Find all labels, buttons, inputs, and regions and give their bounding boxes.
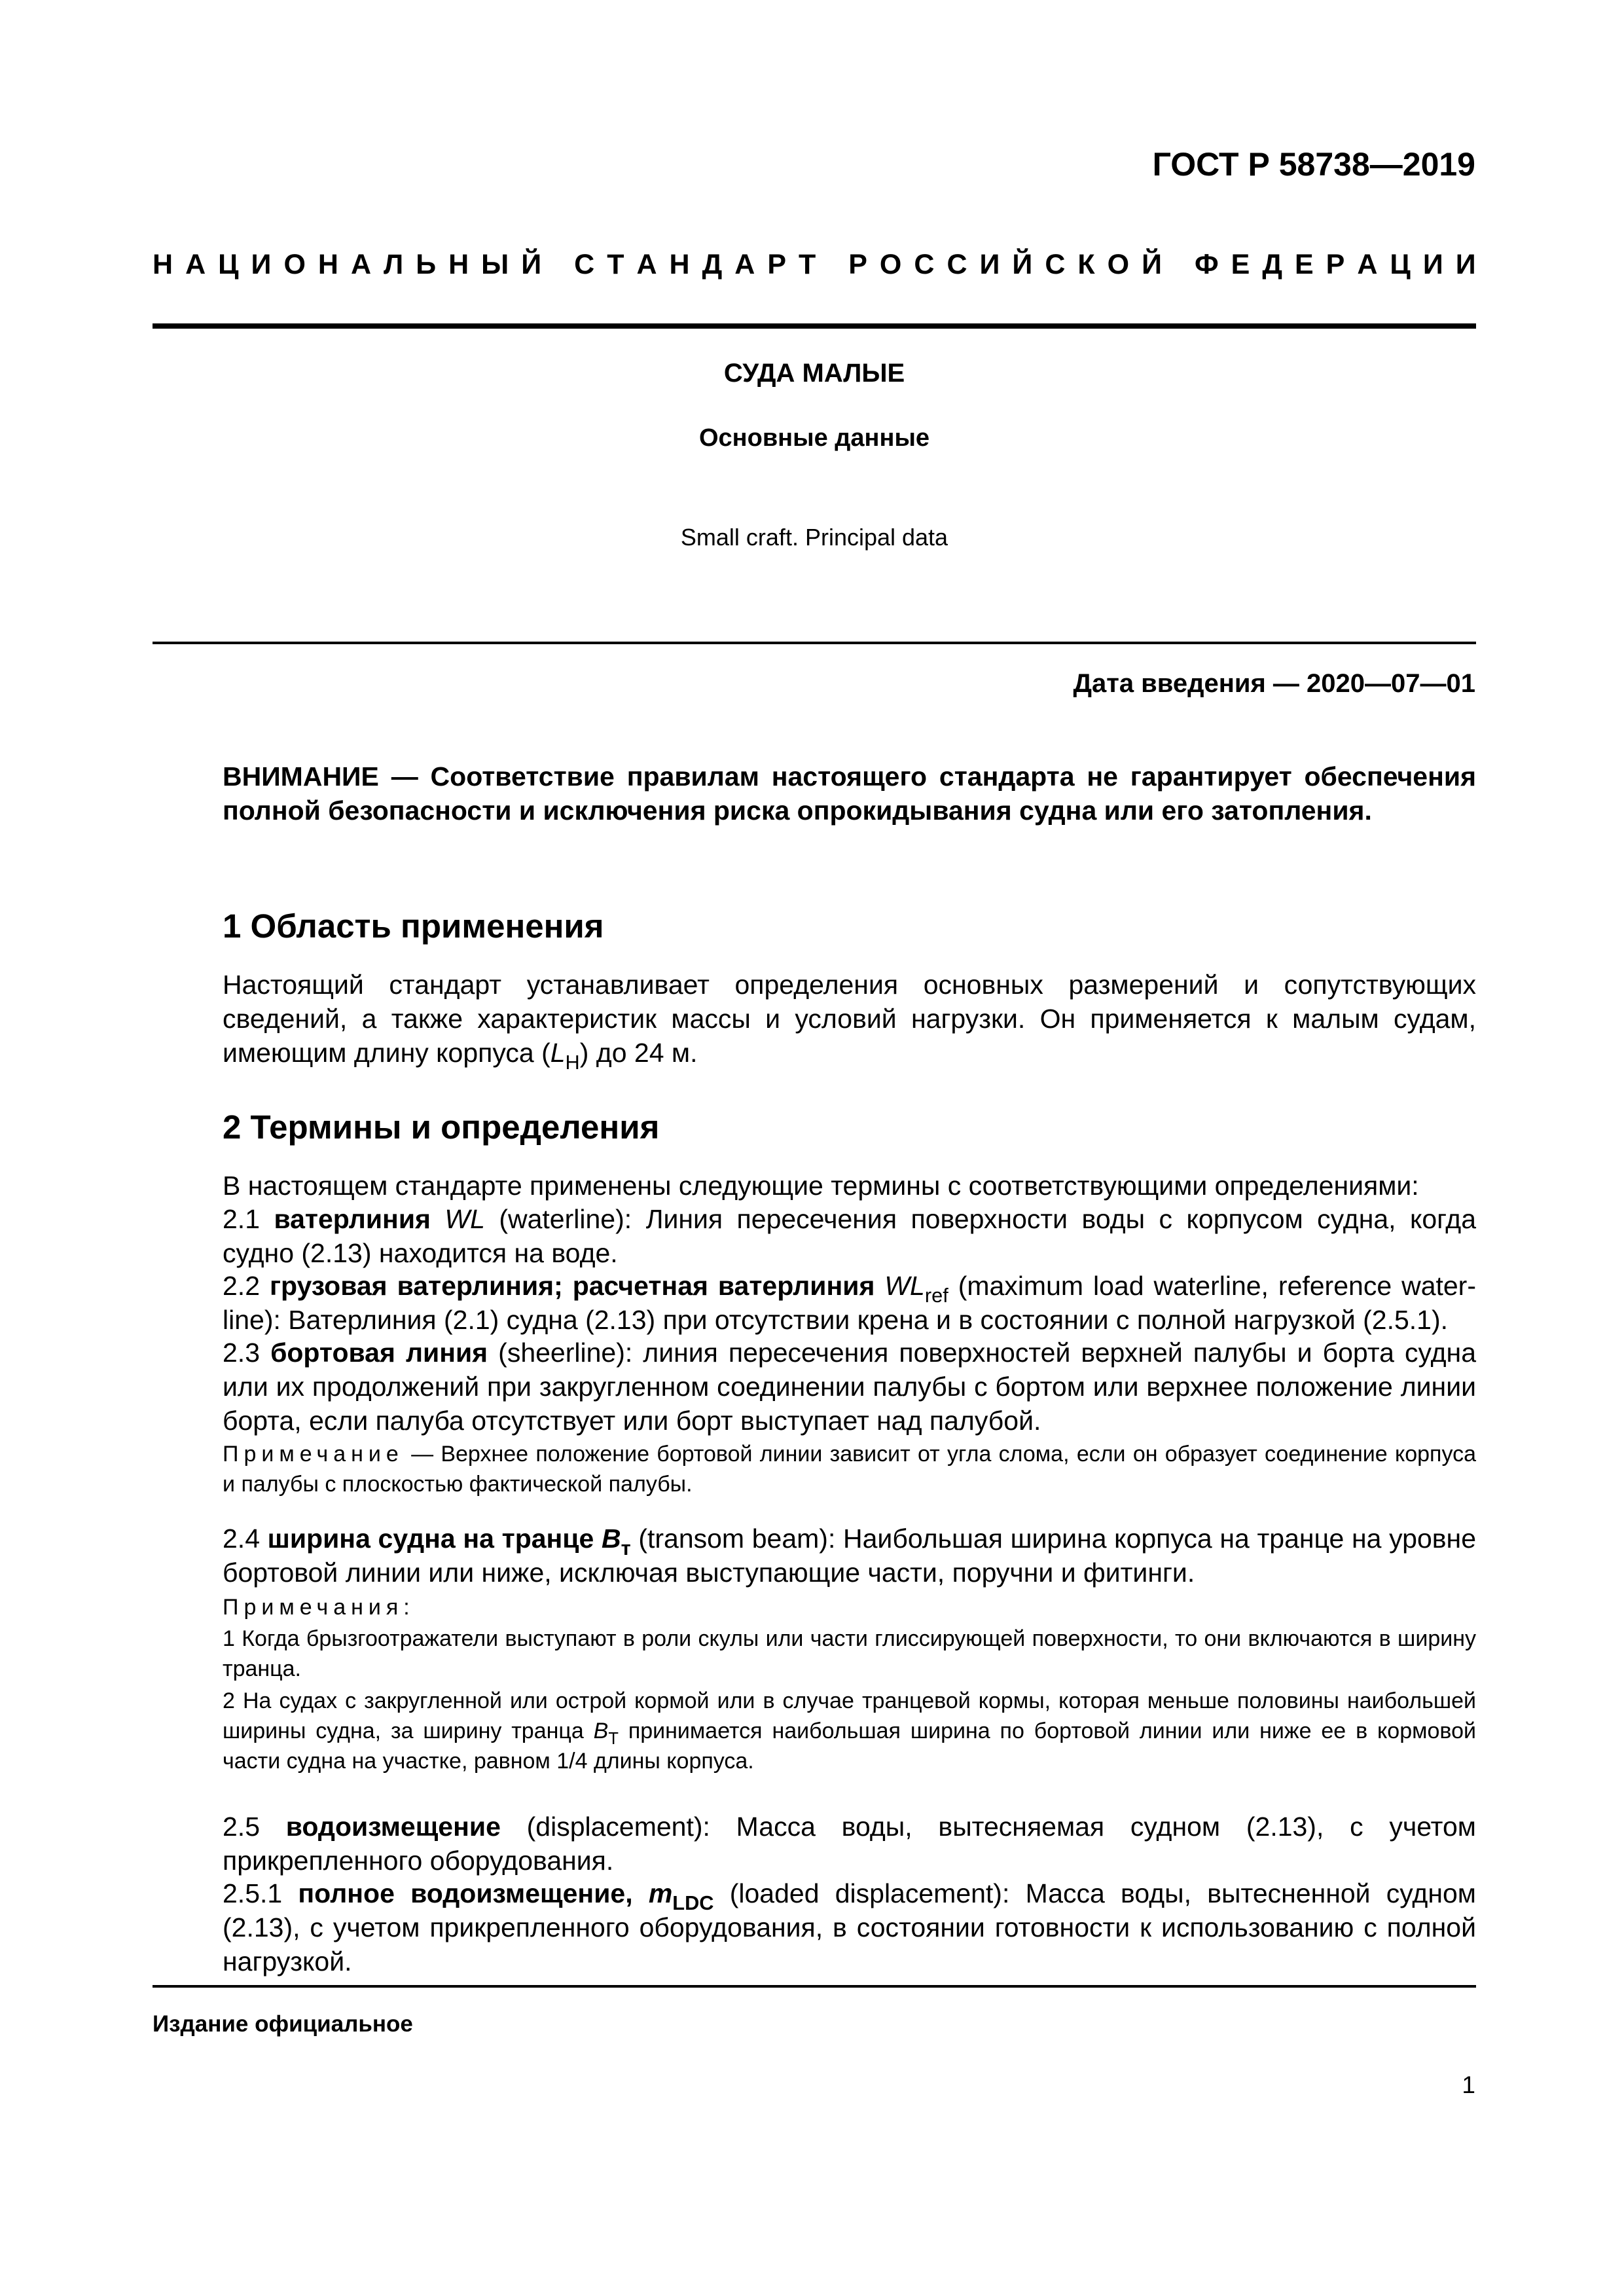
introduction-date: Дата введения — 2020—07—01 bbox=[1073, 669, 1475, 698]
note-2-3: Примечание — Верхнее положение бортовой линии зависит от угла слома, если он образует соединение корпуса и палубы с плоскостью фактической палубы. bbox=[223, 1442, 1476, 1497]
national-title-letter: С bbox=[574, 249, 595, 280]
national-title-letter: С bbox=[914, 249, 935, 280]
national-title-letter: К bbox=[1077, 249, 1095, 280]
national-title-letter: Л bbox=[384, 249, 404, 280]
national-title-letter: Н bbox=[317, 249, 338, 280]
national-title-letter: И bbox=[979, 249, 1000, 280]
edition-label: Издание официальное bbox=[153, 2011, 413, 2037]
national-title-letter: Т bbox=[607, 249, 624, 280]
national-standard-title bbox=[153, 249, 1476, 281]
national-title-letter: Ы bbox=[481, 249, 509, 280]
national-title-letter: И bbox=[251, 249, 272, 280]
national-title-letter: А bbox=[350, 249, 372, 280]
national-title-letter: Е bbox=[1294, 249, 1314, 280]
section-1-text: Настоящий стандарт устанавливает определения основных размерений и сопутствующих сведений, а также характеристик массы и условий нагрузки. Он применяется к малым судам, имеющим длину корпуса $(L_H)$ до 24 м. bbox=[223, 970, 1476, 1074]
term-2-4: 2.4 ширина судна на транце $B_т$ (transom beam): Наибольшая ширина корпуса на транце на уровне бортовой линии или ниже, исключая выступающие части, поручни и фитинги. bbox=[223, 1523, 1477, 1588]
national-title-letter: А bbox=[734, 249, 755, 280]
page-number: 1 bbox=[1462, 2071, 1475, 2098]
document-code: ГОСТ Р 58738—2019 bbox=[1152, 146, 1475, 183]
standard-subtitle: Основные данные bbox=[698, 424, 930, 452]
note-2-4-2: 2 На судах с закругленной или острой кормой или в случае транцевой кормы, которая меньше половины наибольшей ширины судна, за ширину транца $B_T$ принимается наибольшая ширина по бортовой линии или ниже ее в кормовой части судна на участке, равном 1/4 длины корпуса. bbox=[223, 1688, 1476, 1774]
term-2-5: 2.5 водоизмещение (displacement): Масса воды, вытесняемая судном (2.13), с учетом прикрепленного оборудования. bbox=[223, 1812, 1476, 1876]
national-title-letter: Ц bbox=[1390, 249, 1411, 280]
term-2-2: 2.2 грузовая ватерлиния; расчетная ватерлиния $WL_{ref}$ (maximum load waterline, reference waterline): Ватерлиния (2.1) судна (2.13) при отсутствии крена и в состоянии с полной нагрузкой (2.5.1). bbox=[223, 1271, 1476, 1335]
national-title-letter: Е bbox=[1231, 249, 1250, 280]
national-title-letter: А bbox=[1357, 249, 1378, 280]
section-2-intro: В настоящем стандарте применены следующие термины с соответствующими определениями: bbox=[223, 1171, 1419, 1201]
national-title-letter: Ф bbox=[1194, 249, 1219, 280]
national-title-letter: И bbox=[1422, 249, 1443, 280]
national-title-space bbox=[554, 249, 562, 281]
national-title-letter: О bbox=[1107, 249, 1130, 280]
national-title-letter: О bbox=[879, 249, 902, 280]
national-title-letter: Т bbox=[799, 249, 816, 280]
national-title-space bbox=[828, 249, 836, 281]
note-2-4-1: 1 Когда брызгоотражатели выступают в роли скулы или части глиссирующей поверхности, то они включаются в ширину транца. bbox=[223, 1626, 1476, 1681]
term-2-5-1: 2.5.1 полное водоизмещение, $m_{LDC}$ (loaded displacement): Масса воды, вытесненной судном (2.13), с учетом прикрепленного оборудования, в состоянии готовности к использованию с полной нагрузкой. bbox=[223, 1878, 1476, 1977]
title-rule bbox=[153, 642, 1476, 644]
standard-title: СУДА МАЛЫЕ bbox=[723, 359, 905, 388]
national-title-letter: Ь bbox=[416, 249, 437, 280]
section-2-heading: 2 Термины и определения bbox=[223, 1108, 660, 1146]
national-title-letter: И bbox=[1455, 249, 1476, 280]
national-title-letter: Н bbox=[153, 249, 173, 280]
national-title-letter: Р bbox=[1326, 249, 1345, 280]
warning-paragraph: ВНИМАНИЕ — Соответствие правилам настоящего стандарта не гарантирует обеспечения полной безопасности и исключения риска опрокидывания судна или его затопления. bbox=[223, 761, 1476, 826]
national-title-letter: Н bbox=[669, 249, 690, 280]
national-title-letter: Й bbox=[521, 249, 542, 280]
header-rule bbox=[153, 323, 1476, 329]
section-1-heading: 1 Область применения bbox=[223, 907, 604, 945]
term-2-3: 2.3 бортовая линия (sheerline): линия пересечения поверхностей верхней палубы и борта судна или их продолжений при закругленном соединении палубы с бортом или верхнее положение линии борта, если палуба отсутствует или борт выступает над палубой. bbox=[223, 1338, 1476, 1436]
term-2-1: 2.1 ватерлиния WL (waterline): Линия пересечения поверхности воды с корпусом судна, когда судно (2.13) находится на воде. bbox=[223, 1204, 1477, 1268]
national-title-letter: А bbox=[185, 249, 206, 280]
national-title-letter: Р bbox=[767, 249, 786, 280]
english-title: Small craft. Principal data bbox=[680, 524, 948, 551]
notes-2-4-label: Примечания: bbox=[223, 1595, 415, 1620]
national-title-letter: Й bbox=[1012, 249, 1033, 280]
national-title-letter: Д bbox=[1262, 249, 1282, 280]
national-title-letter: О bbox=[283, 249, 306, 280]
national-title-letter: Р bbox=[848, 249, 867, 280]
national-title-letter: Ц bbox=[218, 249, 239, 280]
national-title-letter: Н bbox=[448, 249, 469, 280]
national-title-letter: Д bbox=[702, 249, 723, 280]
footer-rule bbox=[153, 1985, 1476, 1988]
national-title-letter: А bbox=[636, 249, 657, 280]
national-title-letter: С bbox=[947, 249, 967, 280]
national-title-letter: С bbox=[1045, 249, 1066, 280]
national-title-letter: Й bbox=[1142, 249, 1162, 280]
national-title-space bbox=[1174, 249, 1182, 281]
